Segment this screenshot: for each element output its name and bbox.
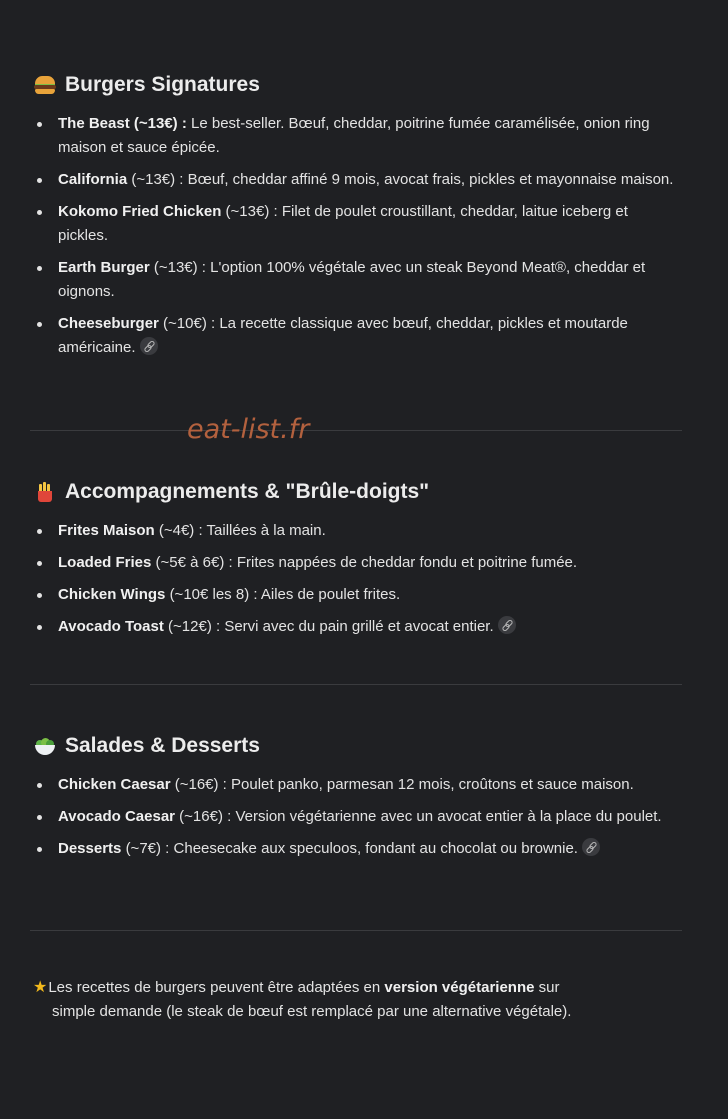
item-name: Earth Burger: [58, 259, 150, 276]
item-price: (~13€) :: [225, 203, 278, 220]
salads-list: [34, 773, 682, 861]
list-item: [34, 112, 682, 160]
item-name: Desserts: [58, 840, 122, 857]
item-description: Version végétarienne avec un avocat entier à la place du poulet.: [235, 808, 662, 825]
item-description: Poulet panko, parmesan 12 mois, croûtons et sauce maison.: [231, 776, 634, 793]
vegetarian-note: [33, 976, 653, 1024]
item-name: Avocado Toast: [58, 618, 164, 635]
note-text-line2: simple demande (le steak de bœuf est remplacé par une alternative végétale).: [52, 1003, 572, 1020]
item-name: California: [58, 171, 128, 188]
item-name: Chicken Wings: [58, 586, 166, 603]
note-text-after: sur: [538, 979, 560, 996]
item-description: Filet de poulet croustillant, cheddar, laitue iceberg et pickles.: [58, 203, 628, 244]
item-price: (~16€) :: [174, 776, 227, 793]
list-item: [34, 200, 682, 248]
section-sides: [34, 477, 682, 647]
item-price: (~10€) :: [163, 315, 216, 332]
watermark: eat-list.fr: [187, 414, 310, 445]
section-title: Burgers Signatures: [65, 73, 260, 96]
note-text-before: Les recettes de burgers peuvent être adaptées en: [48, 979, 381, 996]
burger-list: [34, 112, 682, 360]
item-description: Frites nappées de cheddar fondu et poitrine fumée.: [236, 554, 578, 571]
list-item: [34, 583, 682, 607]
item-price: (~13€) :: [133, 115, 187, 132]
item-description: La recette classique avec bœuf, cheddar, pickles et moutarde américaine.: [58, 315, 628, 356]
item-price: (~16€) :: [179, 808, 232, 825]
section-title: Accompagnements & "Brûle-doigts": [65, 480, 430, 503]
item-name: The Beast: [58, 115, 130, 132]
divider: [30, 430, 682, 431]
item-description: Cheesecake aux speculoos, fondant au chocolat ou brownie.: [173, 840, 578, 857]
star-icon: ★: [33, 979, 48, 996]
item-name: Frites Maison: [58, 522, 155, 539]
item-name: Kokomo Fried Chicken: [58, 203, 222, 220]
section-title: Salades & Desserts: [65, 734, 260, 757]
divider: [30, 930, 682, 931]
item-description: Taillées à la main.: [206, 522, 326, 539]
divider: [30, 684, 682, 685]
section-heading-salads: [34, 731, 682, 761]
section-heading-burgers: [34, 70, 682, 100]
fries-icon: [34, 481, 56, 503]
list-item: [34, 168, 682, 192]
list-item: [34, 551, 682, 575]
salad-icon: [34, 735, 56, 757]
source-link-icon[interactable]: [140, 337, 158, 355]
section-burgers: [34, 70, 682, 368]
item-price: (~4€) :: [158, 522, 203, 539]
item-price: (~7€) :: [125, 840, 170, 857]
item-name: Avocado Caesar: [58, 808, 175, 825]
item-description: Bœuf, cheddar affiné 9 mois, avocat frais, pickles et mayonnaise maison.: [187, 171, 674, 188]
list-item: [34, 805, 682, 829]
item-price: (~13€) :: [153, 259, 206, 276]
burger-icon: [34, 74, 56, 96]
source-link-icon[interactable]: [582, 838, 600, 856]
item-price: (~5€ à 6€) :: [155, 554, 233, 571]
item-name: Chicken Caesar: [58, 776, 171, 793]
item-price: (~13€) :: [131, 171, 184, 188]
item-price: (~10€ les 8) :: [169, 586, 258, 603]
list-item: [34, 837, 682, 861]
section-heading-sides: [34, 477, 682, 507]
source-link-icon[interactable]: [498, 616, 516, 634]
list-item: [34, 615, 682, 639]
item-description: Servi avec du pain grillé et avocat entier.: [224, 618, 494, 635]
item-name: Loaded Fries: [58, 554, 152, 571]
sides-list: [34, 519, 682, 639]
item-description: Ailes de poulet frites.: [260, 586, 401, 603]
note-text-bold: version végétarienne: [384, 979, 535, 996]
item-price: (~12€) :: [168, 618, 221, 635]
item-name: Cheeseburger: [58, 315, 159, 332]
item-description: L'option 100% végétale avec un steak Beyond Meat®, cheddar et oignons.: [58, 259, 646, 300]
list-item: [34, 256, 682, 304]
item-description: Le best-seller. Bœuf, cheddar, poitrine fumée caramélisée, onion ring maison et sauce épicée.: [58, 115, 650, 156]
list-item: [34, 519, 682, 543]
list-item: [34, 773, 682, 797]
section-salads-desserts: [34, 731, 682, 869]
list-item: [34, 312, 682, 360]
